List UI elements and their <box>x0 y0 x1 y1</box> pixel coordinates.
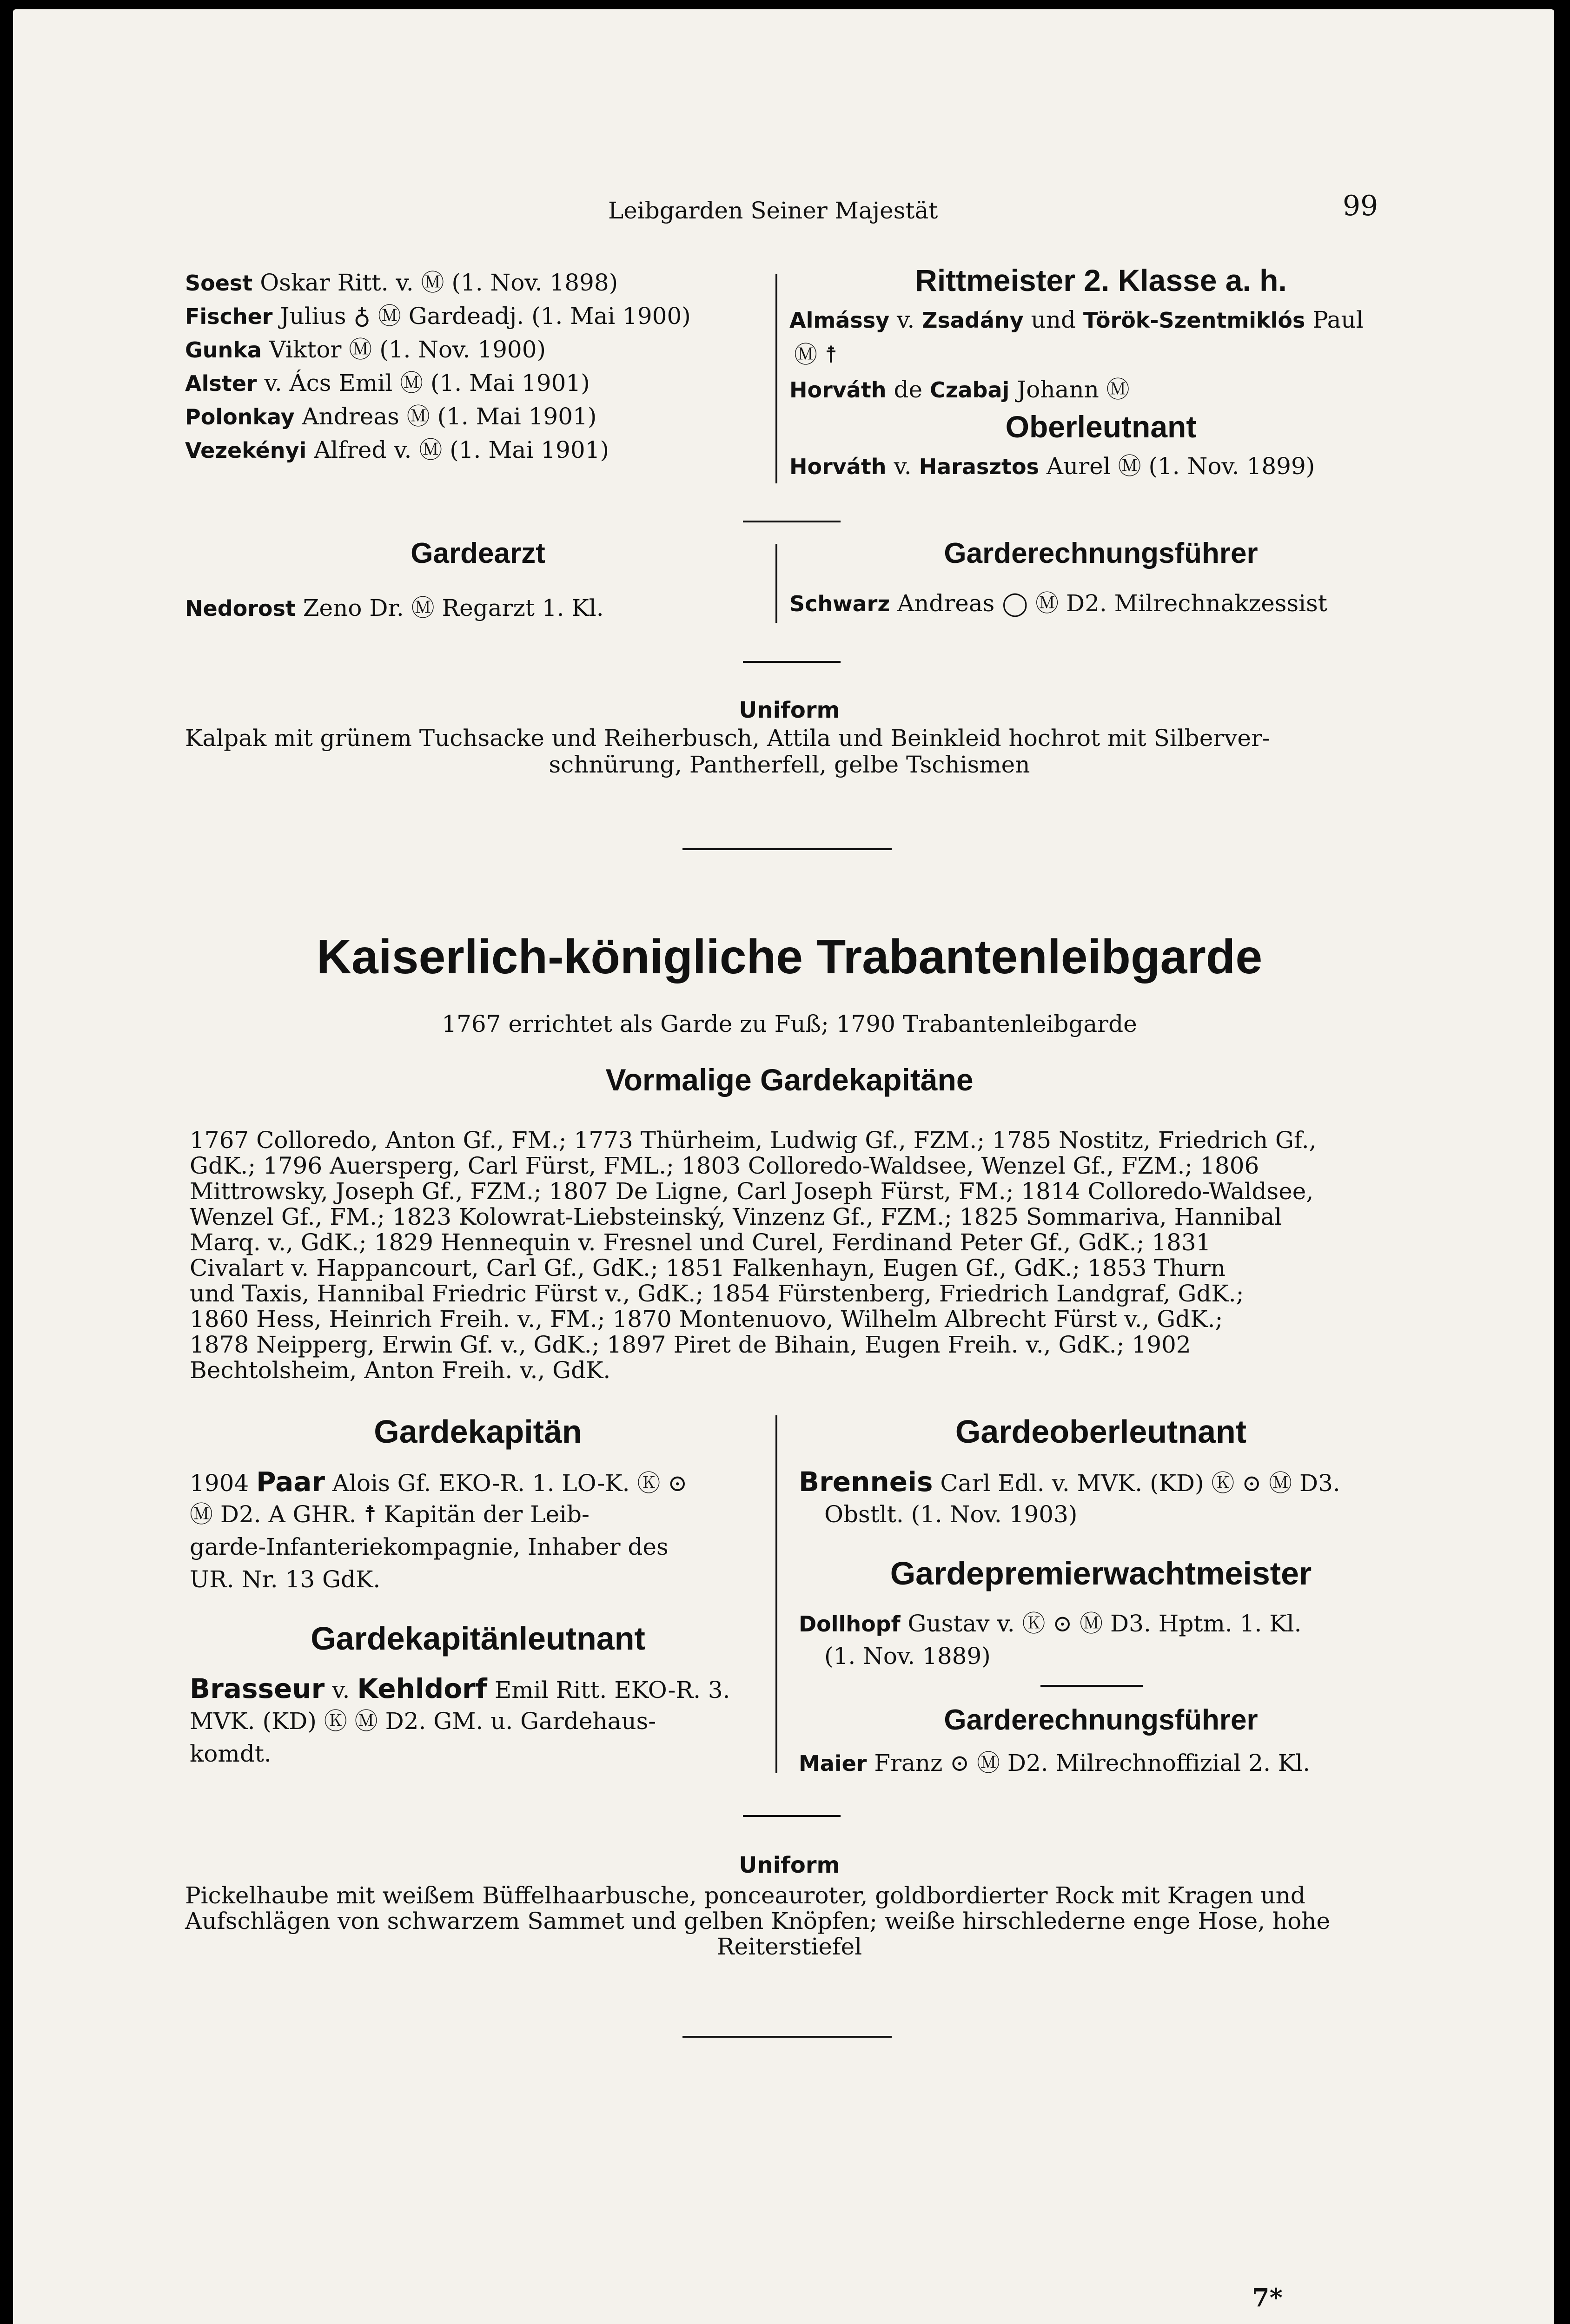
entry-dollhopf: Dollhopf Gustav v. Ⓚ ⊙ Ⓜ D3. Hptm. 1. Kl. (1. Nov. 1889) <box>799 1610 1302 1670</box>
list-item: Vezekényi Alfred v. Ⓜ (1. Mai 1901) <box>185 436 609 463</box>
heading-gardeoberleutnant: Gardeoberleutnant <box>955 1413 1247 1450</box>
entry-schwarz: Schwarz Andreas ◯ Ⓜ D2. Milrechnakzessist <box>789 590 1327 617</box>
heading-uniform: Uniform <box>739 697 840 723</box>
entry-almassy-line2: Ⓜ ☨ <box>794 341 838 368</box>
divider <box>743 661 841 663</box>
entry-brenneis: Brenneis Carl Edl. v. MVK. (KD) Ⓚ ⊙ Ⓜ D3. Obstlt. (1. Nov. 1903) <box>799 1466 1340 1528</box>
former-captains-list: 1767 Colloredo, Anton Gf., FM.; 1773 Thürheim, Ludwig Gf., FZM.; 1785 Nostitz, Friedrich Gf., GdK.; 1796 Auersperg, Carl Fürst, FML.; 1803 Colloredo-Waldsee, Wenzel Gf., FZM.; 1806 Mittrowsky, Joseph Gf., FZM.; 1807 De Ligne, Carl Joseph Fürst, FM.; 1814 Colloredo-Waldsee, Wenzel Gf., FM.; 1823 Kolowrat-Liebsteinský, Vinzenz Gf., FZM.; 1825 Sommariva, Hannibal Marq. v., GdK.; 1829 Hennequin v. Fresnel und Curel, Ferdinand Peter Gf., GdK.; 1831 Civalart v. Happancourt, Carl Gf., GdK.; 1851 Falkenhayn, Eugen Gf., GdK.; 1853 Thurn und Taxis, Hannibal Friedric Fürst v., GdK.; 1854 Fürstenberg, Friedrich Landgraf, GdK.; 1860 Hess, Heinrich Freih. v., FM.; 1870 Montenuovo, Wilhelm Albrecht Fürst v., GdK.; 1878 Neipperg, Erwin Gf. v., GdK.; 1897 Piret de Bihain, Eugen Freih. v., GdK.; 1902 Bechtolsheim, Anton Freih. v., GdK. <box>190 1127 1317 1384</box>
heading-gardearzt: Gardearzt <box>411 537 545 569</box>
heading-garderechnungsfuehrer: Garderechnungsführer <box>944 537 1258 569</box>
column-divider <box>775 1415 777 1773</box>
section-title: Kaiserlich-königliche Trabantenleibgarde <box>316 930 1263 984</box>
list-item: Polonkay Andreas Ⓜ (1. Mai 1901) <box>185 403 597 430</box>
list-item: Soest Oskar Ritt. v. Ⓜ (1. Nov. 1898) <box>185 269 618 296</box>
heading-rittmeister: Rittmeister 2. Klasse a. h. <box>915 263 1287 297</box>
entry-paar: 1904 Paar Alois Gf. EKO-R. 1. LO-K. Ⓚ ⊙ Ⓜ D2. A GHR. ☨ Kapitän der Leib- garde-Infanteriekompagnie, Inhaber des UR. Nr. 13 GdK. <box>190 1466 688 1593</box>
list-item: Fischer Julius ♁ Ⓜ Gardeadj. (1. Mai 1900) <box>185 303 691 330</box>
column-divider <box>775 544 777 623</box>
entry-brasseur: Brasseur v. Kehldorf Emil Ritt. EKO-R. 3. MVK. (KD) Ⓚ Ⓜ D2. GM. u. Gardehaus- komdt. <box>190 1673 730 1767</box>
heading-uniform-2: Uniform <box>739 1852 840 1878</box>
heading-gardekapitaen: Gardekapitän <box>374 1413 582 1450</box>
uniform-text-2: Pickelhaube mit weißem Büffelhaarbusche, ponceauroter, goldbordierter Rock mit Kragen und Aufschlägen von schwarzem Sammet und gelben Knöpfen; weiße hirschlederne enge Hose, hohe Reiterstiefel <box>185 1882 1331 1960</box>
heading-garderechnungsfuehrer-bottom: Garderechnungsführer <box>944 1704 1258 1736</box>
heading-oberleutnant: Oberleutnant <box>1005 409 1197 444</box>
column-divider <box>775 274 777 483</box>
uniform-text: Kalpak mit grünem Tuchsacke und Reiherbusch, Attila und Beinkleid hochrot mit Silberver- schnürung, Pantherfell, gelbe Tschismen <box>185 725 1270 778</box>
entry-horvath-harasztos: Horváth v. Harasztos Aurel Ⓜ (1. Nov. 1899) <box>789 453 1315 480</box>
entry-almassy: Almássy v. Zsadány und Török-Szentmiklós Paul <box>789 306 1364 333</box>
list-item: Gunka Viktor Ⓜ (1. Nov. 1900) <box>185 336 546 363</box>
section-subtitle: 1767 errichtet als Garde zu Fuß; 1790 Trabantenleibgarde <box>442 1010 1137 1037</box>
entry-maier: Maier Franz ⊙ Ⓜ D2. Milrechnoffizial 2. Kl. <box>799 1750 1311 1776</box>
running-title: Leibgarden Seiner Majestät <box>608 197 938 224</box>
list-item: Alster v. Ács Emil Ⓜ (1. Mai 1901) <box>185 370 590 396</box>
heading-gardepremierwachtmeister: Gardepremierwachtmeister <box>890 1555 1312 1591</box>
divider <box>743 1815 841 1817</box>
entry-nedorost: Nedorost Zeno Dr. Ⓜ Regarzt 1. Kl. <box>185 594 604 621</box>
document-page <box>13 9 1554 2324</box>
divider <box>682 2036 892 2038</box>
divider <box>682 848 892 850</box>
page-number: 99 <box>1343 190 1378 222</box>
signature-mark: 7* <box>1252 2283 1283 2312</box>
heading-vormalige: Vormalige Gardekapitäne <box>605 1063 974 1097</box>
divider <box>1040 1685 1143 1687</box>
left-top-list <box>185 270 785 470</box>
divider <box>743 521 841 522</box>
entry-horvath-czabaj: Horváth de Czabaj Johann Ⓜ <box>789 376 1130 403</box>
heading-gardekapitaenleutnant: Gardekapitänleutnant <box>311 1620 645 1657</box>
